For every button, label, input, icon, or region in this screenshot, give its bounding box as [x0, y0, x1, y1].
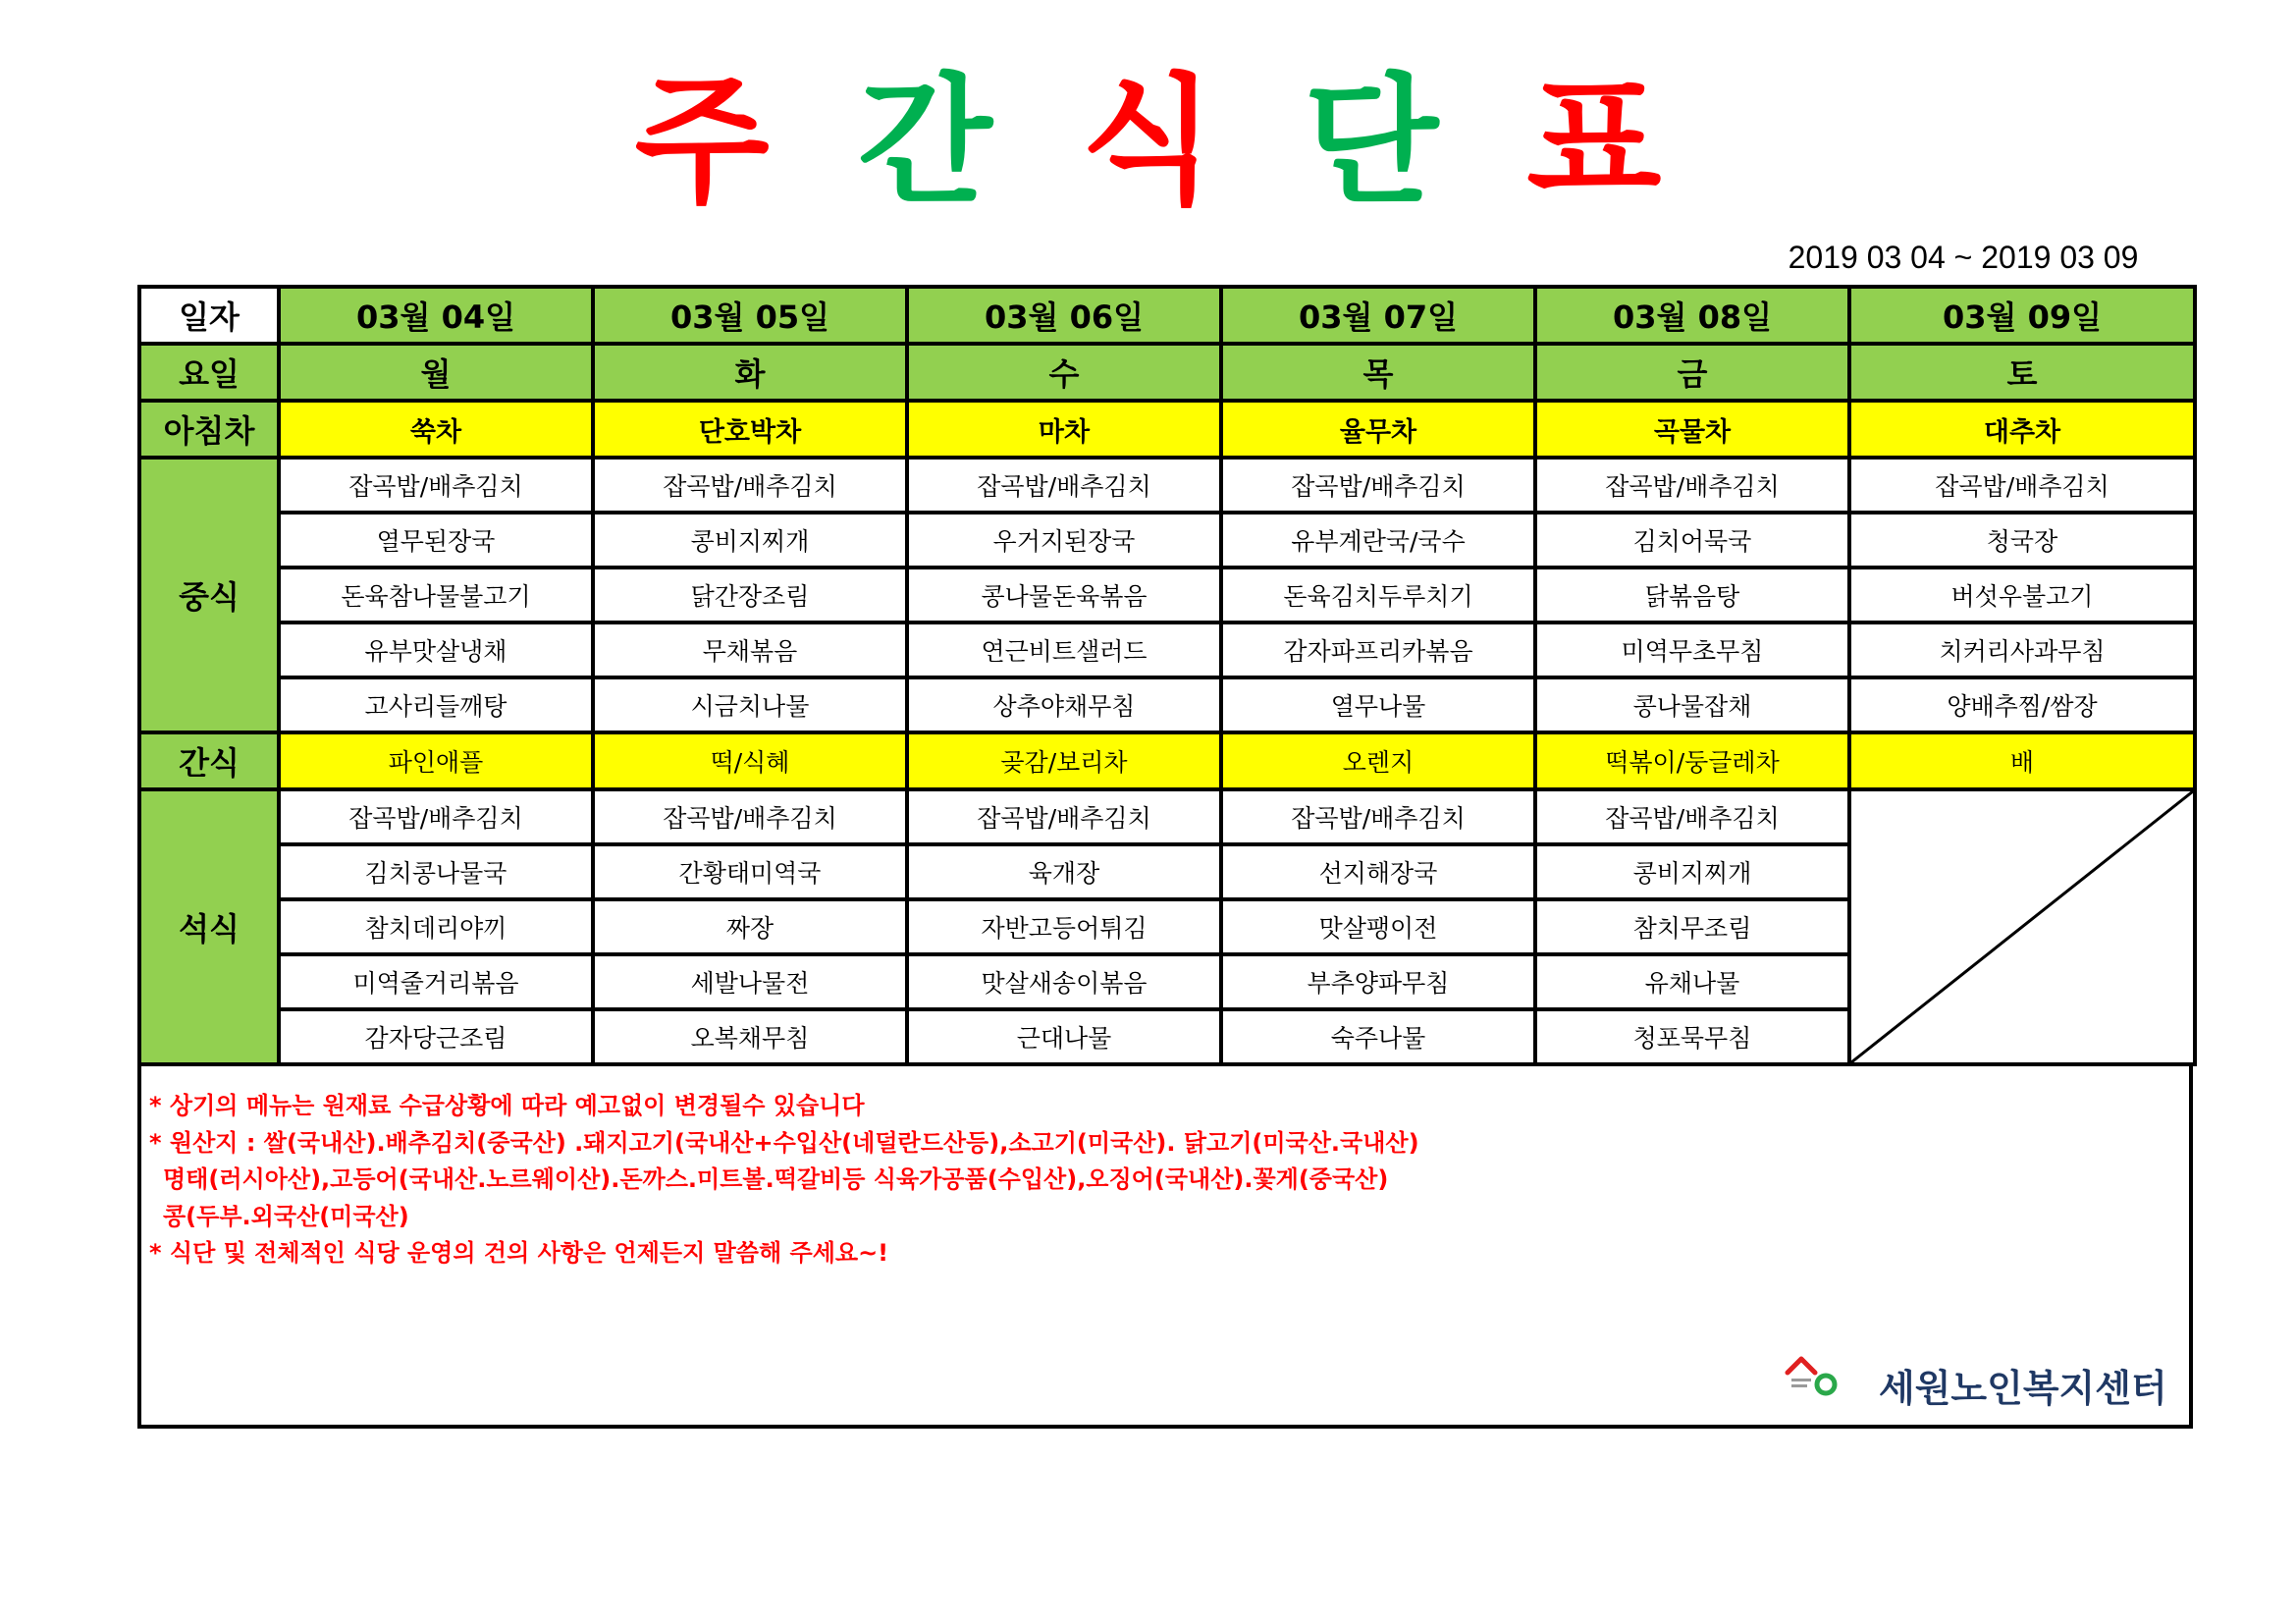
lunch-item: 상추야채무침: [907, 677, 1221, 732]
dinner-item: 세발나물전: [593, 954, 907, 1009]
lunch-item: 연근비트샐러드: [907, 623, 1221, 677]
dinner-item: 숙주나물: [1221, 1009, 1535, 1064]
date-row: [139, 287, 2195, 344]
weekday-cell: 목: [1221, 344, 1535, 401]
lunch-item: 시금치나물: [593, 677, 907, 732]
lunch-item: 청국장: [1849, 513, 2195, 568]
organization-name: 세원노인복지센터: [1879, 1367, 2167, 1410]
snack-cell: 배: [1849, 732, 2195, 789]
lunch-item: 무채볶음: [593, 623, 907, 677]
lunch-item: 치커리사과무침: [1849, 623, 2195, 677]
tea-cell: 대추차: [1849, 401, 2195, 458]
dinner-item: 부추양파무침: [1221, 954, 1535, 1009]
dinner-item: 오복채무침: [593, 1009, 907, 1064]
tea-cell: 쑥차: [279, 401, 593, 458]
lunch-item: 미역무초무침: [1535, 623, 1849, 677]
tea-cell: 곡물차: [1535, 401, 1849, 458]
dinner-item: 잡곡밥/배추김치: [279, 789, 593, 844]
dinner-item: 김치콩나물국: [279, 844, 593, 899]
lunch-item: 잡곡밥/배추김치: [1535, 458, 1849, 513]
tea-cell: 율무차: [1221, 401, 1535, 458]
lunch-item: 잡곡밥/배추김치: [1849, 458, 2195, 513]
lunch-item: 열무된장국: [279, 513, 593, 568]
lunch-item: 콩비지찌개: [593, 513, 907, 568]
dinner-item: 잡곡밥/배추김치: [1221, 789, 1535, 844]
date-cell: 03월 07일: [1221, 287, 1535, 344]
title-char-1: 주: [634, 61, 770, 223]
dinner-item: 콩비지찌개: [1535, 844, 1849, 899]
snack-label: 간식: [139, 732, 279, 789]
dinner-item: 감자당근조림: [279, 1009, 593, 1064]
lunch-item: 김치어묵국: [1535, 513, 1849, 568]
title-char-3: 식: [1080, 61, 1216, 223]
lunch-item: 돈육참나물불고기: [279, 568, 593, 623]
dinner-item: 간황태미역국: [593, 844, 907, 899]
morning-tea-row: [139, 401, 2195, 458]
lunch-item: 닭볶음탕: [1535, 568, 1849, 623]
dinner-item: 참치데리야끼: [279, 899, 593, 954]
date-cell: 03월 06일: [907, 287, 1221, 344]
note-line: 콩(두부.외국산(미국산): [163, 1202, 409, 1230]
snack-cell: 떡볶이/둥글레차: [1535, 732, 1849, 789]
weekly-menu-table: [137, 285, 2197, 1066]
dinner-row: [139, 789, 2195, 844]
lunch-item: 고사리들깨탕: [279, 677, 593, 732]
dinner-item: 미역줄거리볶음: [279, 954, 593, 1009]
lunch-label: 중식: [139, 458, 279, 732]
lunch-item: 콩나물돈육볶음: [907, 568, 1221, 623]
lunch-item: 잡곡밥/배추김치: [279, 458, 593, 513]
lunch-item: 돈육김치두루치기: [1221, 568, 1535, 623]
dinner-item: 맛살팽이전: [1221, 899, 1535, 954]
lunch-item: 유부맛살냉채: [279, 623, 593, 677]
lunch-row: [139, 677, 2195, 732]
lunch-row: [139, 513, 2195, 568]
dinner-item: 잡곡밥/배추김치: [1535, 789, 1849, 844]
date-label: 일자: [139, 287, 279, 344]
snack-cell: 곶감/보리차: [907, 732, 1221, 789]
tea-cell: 단호박차: [593, 401, 907, 458]
dinner-item: 선지해장국: [1221, 844, 1535, 899]
dinner-item: 짜장: [593, 899, 907, 954]
house-circle-logo-icon: [1782, 1345, 1841, 1404]
lunch-item: 닭간장조림: [593, 568, 907, 623]
weekday-row: [139, 344, 2195, 401]
weekday-label: 요일: [139, 344, 279, 401]
lunch-item: 유부계란국/국수: [1221, 513, 1535, 568]
lunch-item: 열무나물: [1221, 677, 1535, 732]
diagonal-slash-icon: [1851, 791, 2193, 1062]
date-cell: 03월 05일: [593, 287, 907, 344]
dinner-item: 맛살새송이볶음: [907, 954, 1221, 1009]
weekday-cell: 토: [1849, 344, 2195, 401]
dinner-item: 육개장: [907, 844, 1221, 899]
dinner-item: 잡곡밥/배추김치: [593, 789, 907, 844]
morning-tea-label: 아침차: [139, 401, 279, 458]
lunch-item: 우거지된장국: [907, 513, 1221, 568]
dinner-item: 잡곡밥/배추김치: [907, 789, 1221, 844]
lunch-item: 잡곡밥/배추김치: [907, 458, 1221, 513]
lunch-item: 감자파프리카볶음: [1221, 623, 1535, 677]
lunch-row: [139, 458, 2195, 513]
page-title: [0, 61, 2296, 223]
dinner-item: 청포묵무침: [1535, 1009, 1849, 1064]
title-char-5: 표: [1526, 61, 1662, 223]
lunch-row: [139, 623, 2195, 677]
lunch-item: 버섯우불고기: [1849, 568, 2195, 623]
dinner-item: 자반고등어튀김: [907, 899, 1221, 954]
no-dinner-cell: [1849, 789, 2195, 1064]
dinner-label: 석식: [139, 789, 279, 1064]
note-line: * 상기의 메뉴는 원재료 수급상황에 따라 예고없이 변경될수 있습니다: [149, 1092, 865, 1119]
snack-cell: 떡/식혜: [593, 732, 907, 789]
note-line: * 원산지 : 쌀(국내산).배추김치(중국산) .돼지고기(국내산+수입산(네덜란드산등),소고기(미국산). 닭고기(미국산.국내산): [149, 1128, 1419, 1157]
lunch-item: 콩나물잡채: [1535, 677, 1849, 732]
weekday-cell: 화: [593, 344, 907, 401]
title-char-2: 간: [857, 61, 992, 223]
tea-cell: 마차: [907, 401, 1221, 458]
dinner-item: 유채나물: [1535, 954, 1849, 1009]
lunch-item: 잡곡밥/배추김치: [593, 458, 907, 513]
note-line: * 식단 및 전체적인 식당 운영의 건의 사항은 언제든지 말씀해 주세요~!: [149, 1239, 889, 1267]
lunch-item: 잡곡밥/배추김치: [1221, 458, 1535, 513]
note-line: 명태(러시아산),고등어(국내산.노르웨이산).돈까스.미트볼.떡갈비등 식육가공품(수입산),오징어(국내산).꽃게(중국산): [163, 1165, 1389, 1193]
date-cell: 03월 04일: [279, 287, 593, 344]
snack-row: [139, 732, 2195, 789]
snack-cell: 파인애플: [279, 732, 593, 789]
weekday-cell: 월: [279, 344, 593, 401]
dinner-item: 근대나물: [907, 1009, 1221, 1064]
date-cell: 03월 09일: [1849, 287, 2195, 344]
snack-cell: 오렌지: [1221, 732, 1535, 789]
weekday-cell: 수: [907, 344, 1221, 401]
lunch-item: 양배추찜/쌈장: [1849, 677, 2195, 732]
date-cell: 03월 08일: [1535, 287, 1849, 344]
notes-list: [149, 1088, 1419, 1272]
weekday-cell: 금: [1535, 344, 1849, 401]
lunch-row: [139, 568, 2195, 623]
date-range: 2019 03 04 ~ 2019 03 09: [1788, 240, 2139, 275]
title-char-4: 단: [1304, 61, 1439, 223]
dinner-item: 참치무조림: [1535, 899, 1849, 954]
